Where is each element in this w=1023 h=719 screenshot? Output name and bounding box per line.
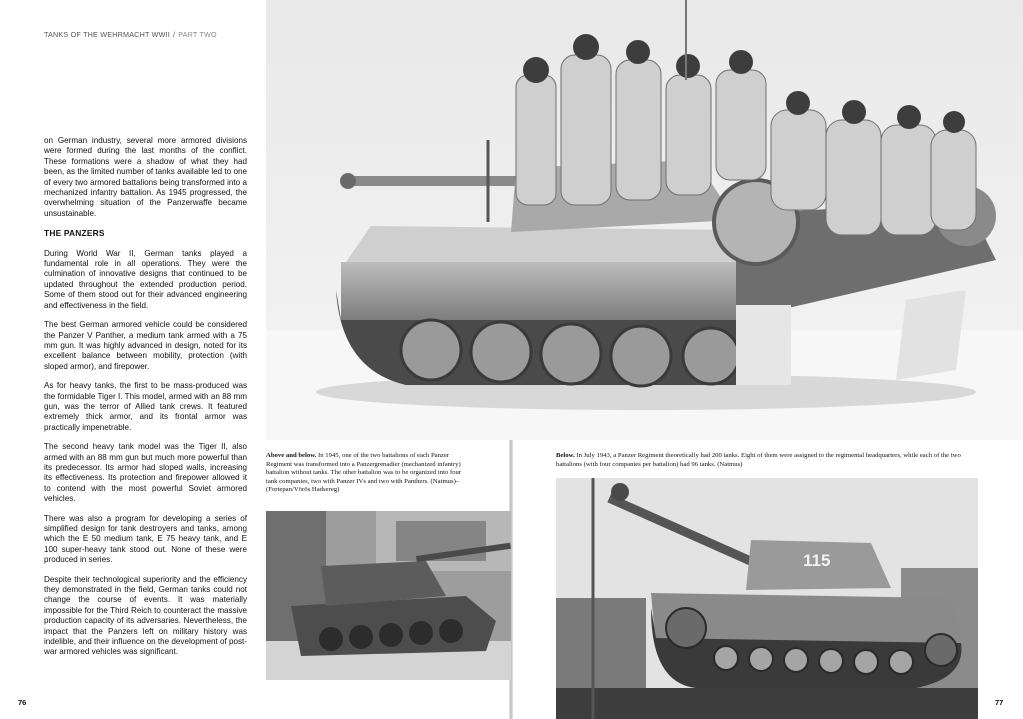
caption-left [266,452,471,495]
caption-right-lead: Below. [556,452,575,459]
part-label: PART TWO [178,30,217,39]
paragraph-1: During World War II, German tanks played a fundamental role in all operations. They were the culmination of innovative designs that continued to be updated throughout the extended production period. Some of them stood out for their advanced engineering and effectiveness in the field. [44,248,247,310]
photo-panzer-iv-115 [556,478,978,719]
caption-right [556,452,981,469]
photo-panther-ruins [266,511,511,680]
page-number-left: 76 [18,698,27,707]
main-photo-panther-winter [266,0,1023,440]
running-head [44,30,217,39]
paragraph-6: Despite their technological superiority and the efficiency they demonstrated in the field, German tanks could not change the course of events. It was materially impossible for the Third Reich to counteract the massive production capacity of its adversaries. Nevertheless, the impact that the Panzers left on military history was indelible, and their influence on the development of post-war armored vehicles was significant. [44,574,247,657]
paragraph-3: As for heavy tanks, the first to be mass-produced was the formidable Tiger I. This model, armed with an 88 mm gun, was the terror of Allied tank crews. It featured extremely thick armor, and its frontal armor was practically impenetrable. [44,381,247,432]
caption-left-lead: Above and below. [266,452,317,459]
header-separator: / [173,30,176,39]
body-column [44,136,247,667]
paragraph-5: There was also a program for developing a series of simplified design for tank destroyers and tanks, among which the E 50 medium tank, E 75 heavy tank, and E 100 super-heavy tank stood out. None of these were produced in series. [44,513,247,565]
intro-paragraph: on German industry, several more armored divisions were formed during the last months of the conflict. These formations were a shadow of what they had been, as the limited number of tanks available led to one of every two armored battalions being transformed into a mechanized infantry battalion. As 1945 progressed, the overwhelming situation of the Panzerwaffe became unsustainable. [44,136,247,218]
caption-right-text: In July 1943, a Panzer Regiment theoretically had 200 tanks. Eight of them were assigned to the regimental headquarters, while each of the two battalions (with four companies per battalion) had 96 tanks. (Natmus) [556,452,961,468]
section-title: THE PANZERS [44,228,105,239]
book-title: TANKS OF THE WEHRMACHT WWII [44,30,170,39]
caption-left-text: In 1945, one of the two battalions of each Panzer Regiment was transformed into a Panzergrenadier (mechanized infantry) battalion without tanks. The other battalion was to be organized into four tank companies, two with Panzer IVs and two with Panthers. (Natmus)–(Fortepan/Vörös Hadsereg) [266,452,462,494]
paragraph-4: The second heavy tank model was the Tiger II, also armed with an 88 mm gun but much more powerful than its predecessor. Its armor had sloped walls, increasing its effectiveness. Its protection and firepower allowed it to contend with the most powerful Soviet armored vehicles. [44,442,247,504]
turret-number: 115 [803,551,831,570]
page-number-right: 77 [995,698,1004,707]
paragraph-2: The best German armored vehicle could be considered the Panzer V Panther, a medium tank armed with a 75 mm gun. It was highly advanced in design, noted for its excellent balance between mobility, protection (with sloped armor), and firepower. [44,320,247,371]
